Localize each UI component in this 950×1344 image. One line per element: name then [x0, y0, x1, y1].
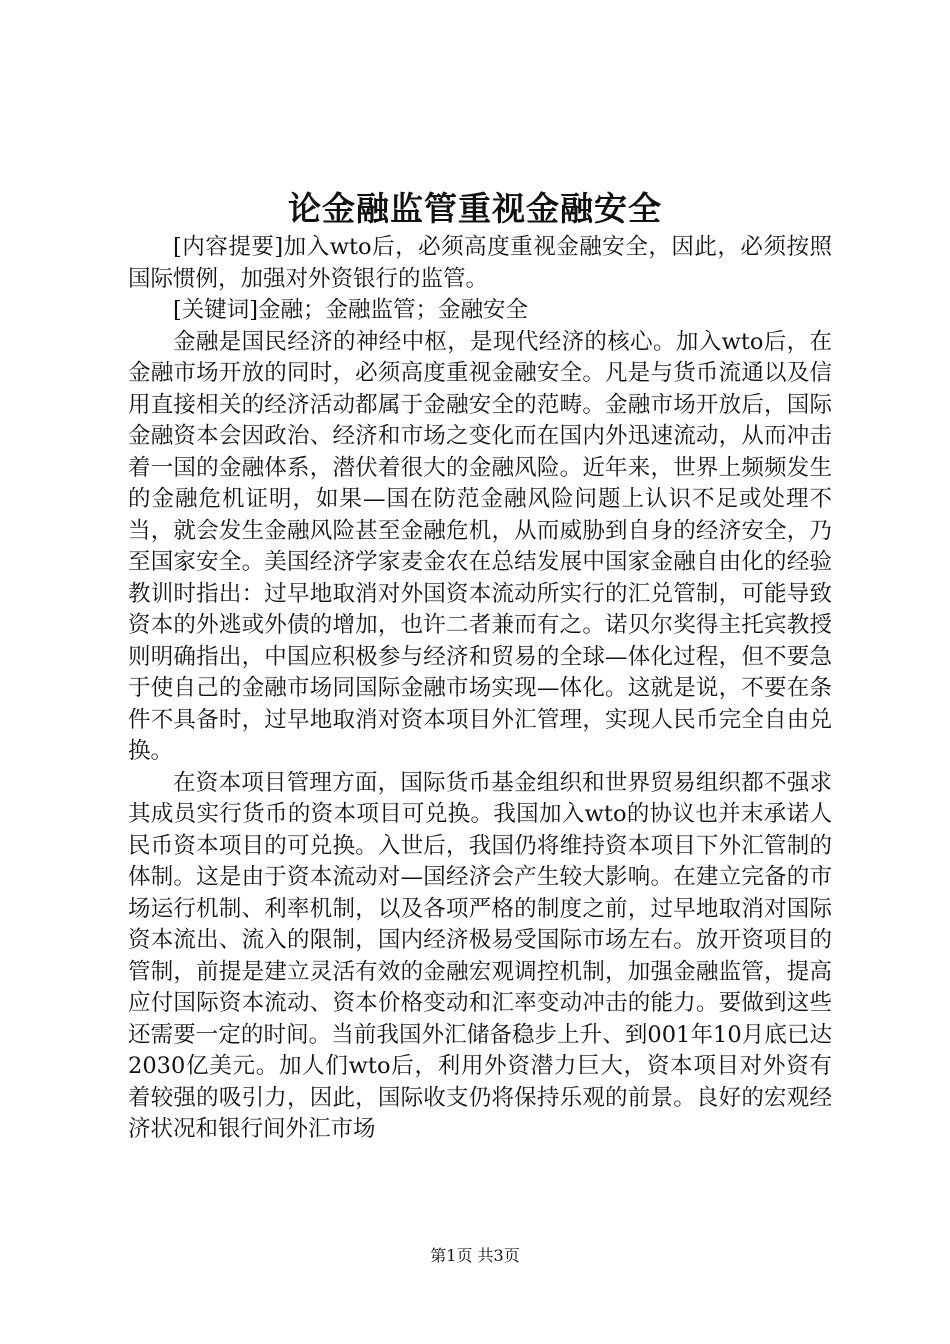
document-body	[128, 232, 832, 1146]
keywords-paragraph: [关键词]金融；金融监管；金融安全	[173, 297, 529, 323]
page-number-footer: 第1页 共3页	[430, 1246, 520, 1265]
abstract-paragraph: [内容提要]加入wto后，必须高度重视金融安全，因此，必须按照国际惯例，加强对外资银行的监管。	[128, 234, 832, 292]
body-paragraph: 金融是国民经济的神经中枢，是现代经济的核心。加入wto后，在金融市场开放的同时，必须高度重视金融安全。凡是与货币流通以及信用直接相关的经济活动都属于金融安全的范畴。金融市场开放后，国际金融资本会因政治、经济和市场之变化而在国内外迅速流动，从而冲击着一国的金融体系，潜伏着很大的金融风险。近年来，世界上频频发生的金融危机证明，如果—国在防范金融风险问题上认识不足或处理不当，就会发生金融风险甚至金融危机，从而威胁到自身的经济安全，乃至国家安全。美国经济学家麦金农在总结发展中国家金融自由化的经验教训时指出：过早地取消对外国资本流动所实行的汇兑管制，可能导致资本的外逃或外债的增加，也许二者兼而有之。诺贝尔奖得主托宾教授则明确指出，中国应积极参与经济和贸易的全球—体化过程，但不要急于使自己的金融市场同国际金融市场实现—体化。这就是说，不要在条件不具备时，过早地取消对资本项目外汇管理，实现人民币完全自由兑换。	[128, 328, 832, 764]
body-paragraph: 在资本项目管理方面，国际货币基金组织和世界贸易组织都不强求其成员实行货币的资本项目可兑换。我国加入wto的协议也并末承诺人民币资本项目的可兑换。入世后，我国仍将维持资本项目下外汇管制的体制。这是由于资本流动对—国经济会产生较大影响。在建立完备的市场运行机制、利率机制，以及各项严格的制度之前，过早地取消对国际资本流出、流入的限制，国内经济极易受国际市场左右。放开资项目的管制，前提是建立灵活有效的金融宏观调控机制，加强金融监管，提高应付国际资本流动、资本价格变动和汇率变动冲击的能力。要做到这些还需要一定的时间。当前我国外汇储备稳步上升、到001年10月底已达2030亿美元。加人们wto后，利用外资潜力巨大，资本项目对外资有着较强的吸引力，因此，国际收支仍将保持乐观的前景。良好的宏观经济状况和银行间外汇市场	[128, 769, 832, 1142]
document-title: 论金融监管重视金融安全	[288, 189, 662, 228]
